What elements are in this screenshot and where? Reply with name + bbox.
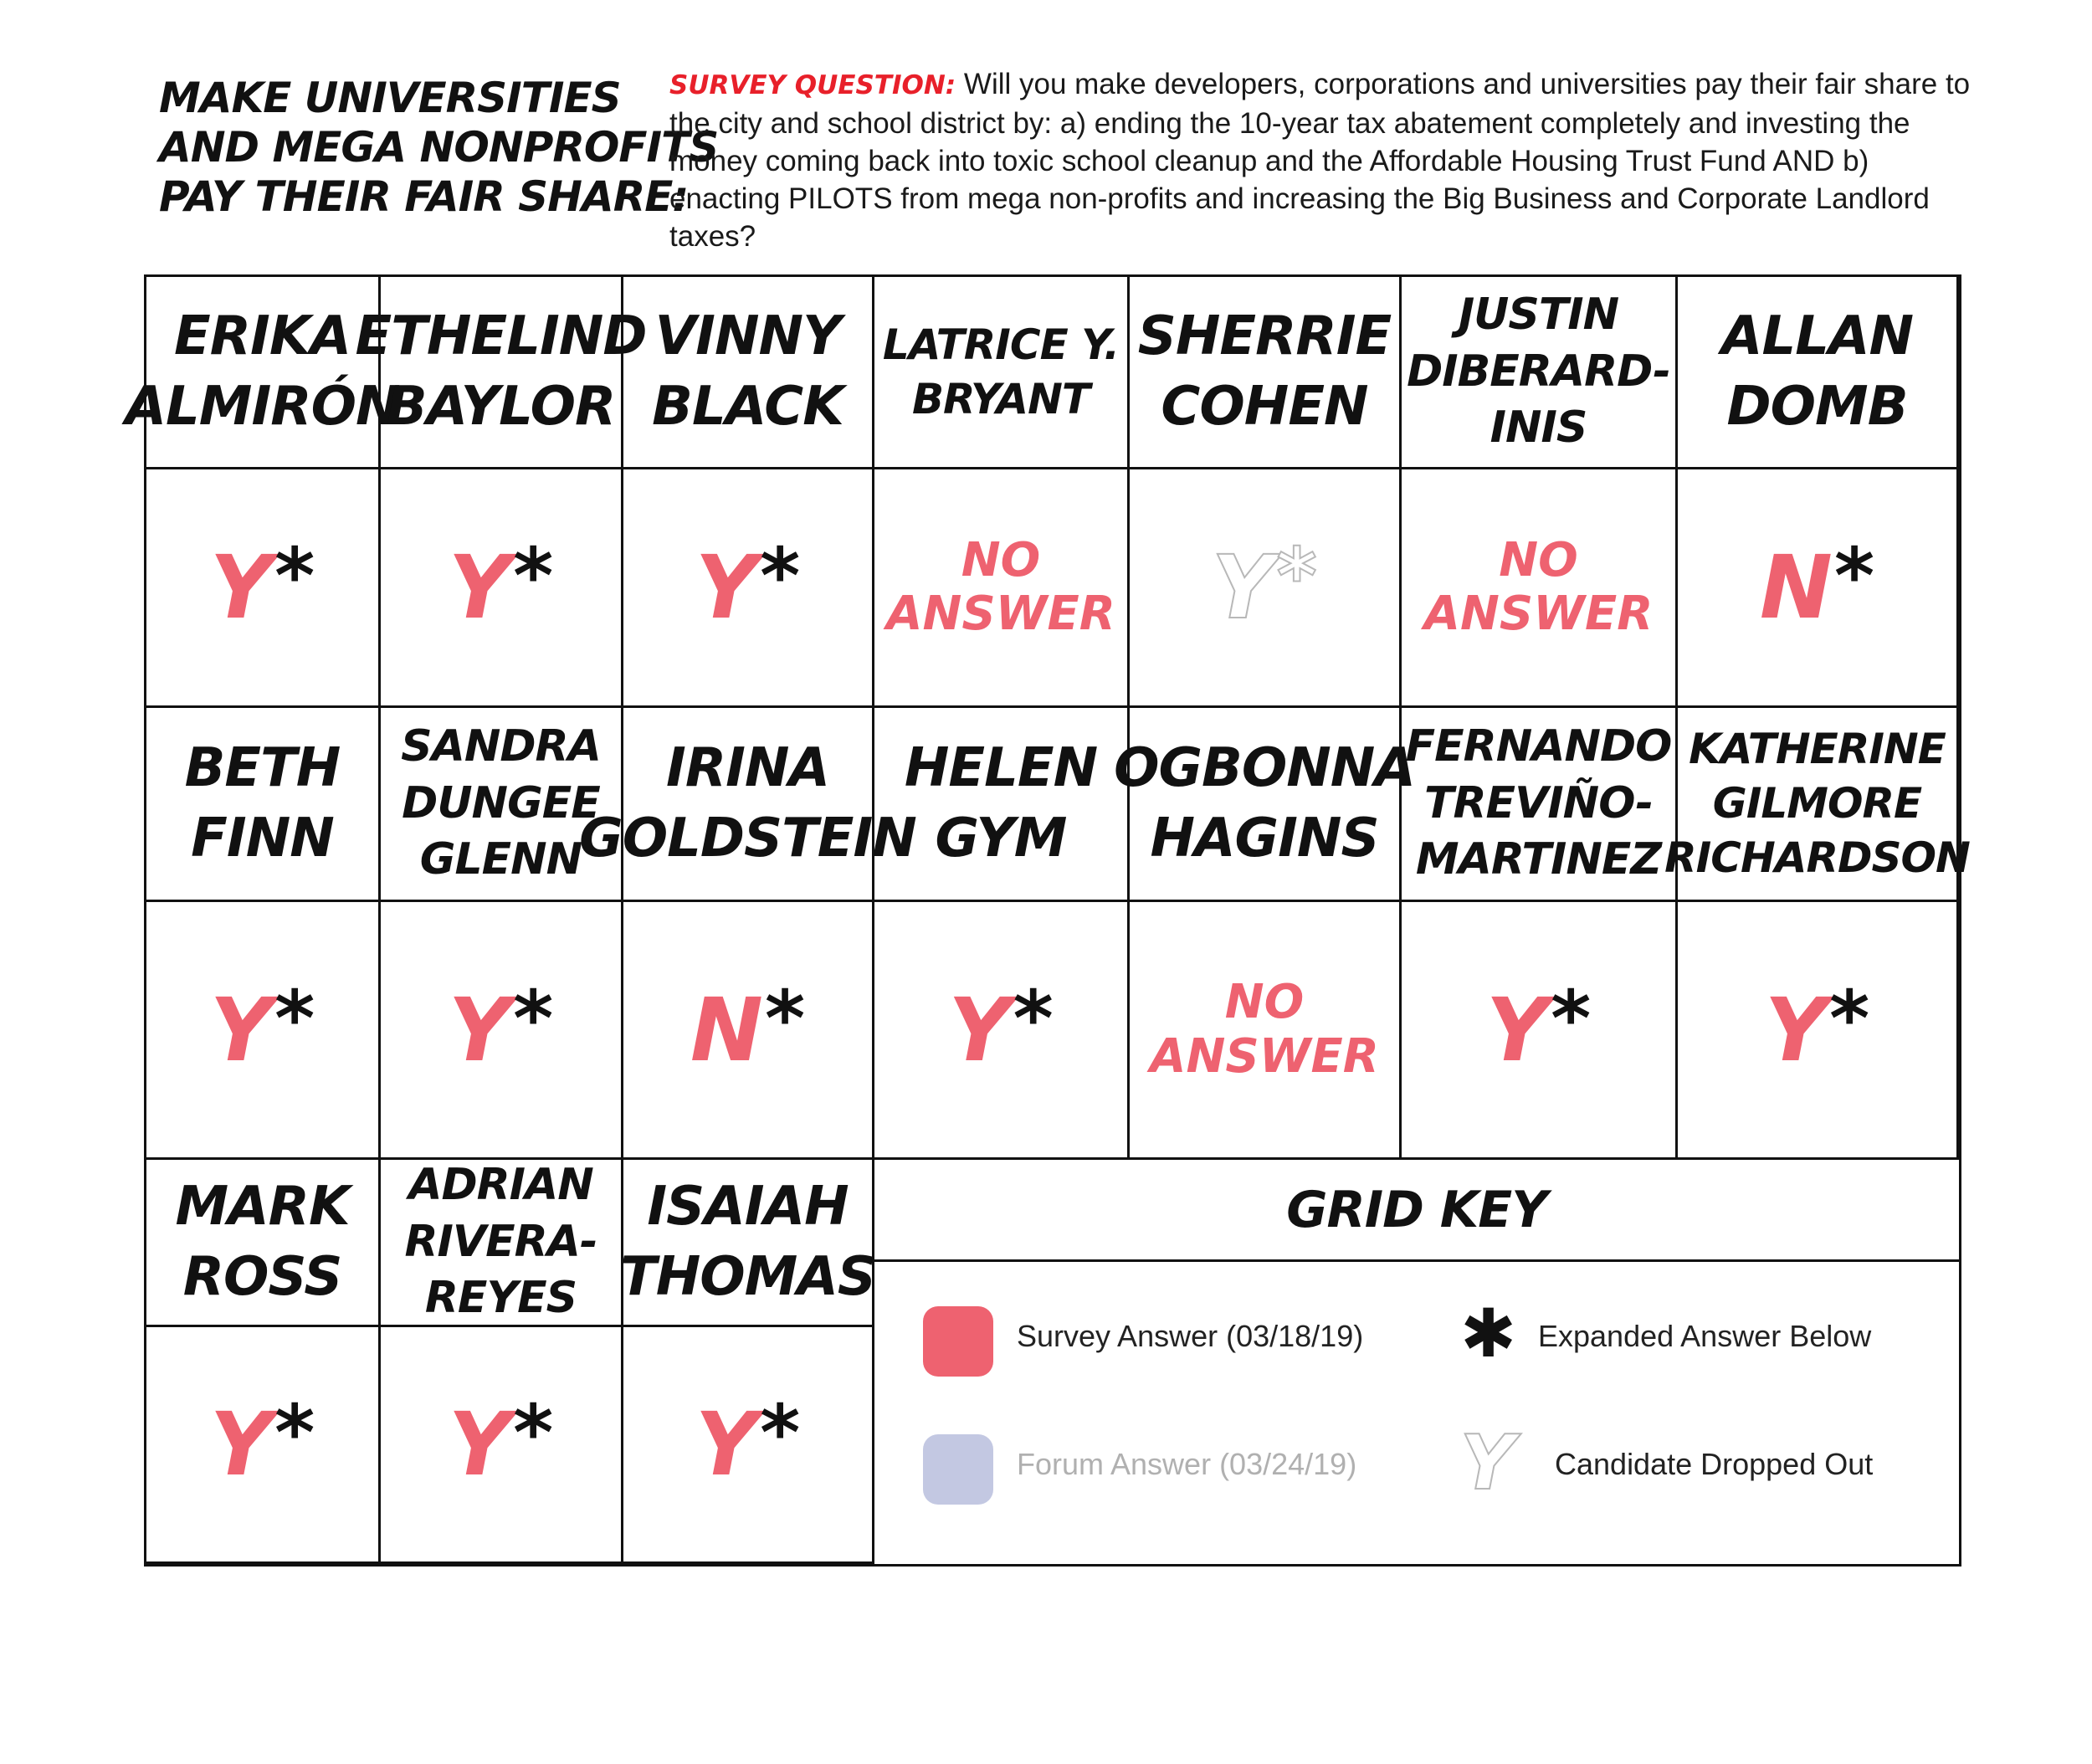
heading-line: MAKE UNIVERSITIES	[159, 74, 621, 122]
candidate-name	[356, 302, 647, 441]
candidate-answer-cell	[623, 469, 874, 708]
survey-answer	[209, 531, 315, 638]
candidate-name-cell	[874, 277, 1130, 469]
lavender-swatch	[923, 1434, 993, 1505]
candidate-name-cell	[874, 708, 1130, 902]
asterisk-icon: *	[513, 1388, 554, 1478]
candidate-grid	[125, 274, 1970, 1567]
candidate-name-line: DOMB	[1726, 375, 1908, 438]
survey-answer	[448, 973, 554, 1081]
page-heading	[159, 74, 719, 222]
no-answer-line: ANSWER	[886, 587, 1115, 641]
candidate-name	[1114, 734, 1415, 873]
asterisk-icon: *	[760, 531, 801, 621]
grid-key-label: Survey Answer (03/18/19)	[1017, 1319, 1364, 1353]
heading-line: AND MEGA NONPROFITS	[159, 123, 719, 172]
candidate-name-line: MARTINEZ	[1415, 834, 1662, 885]
candidate-name-line: GYM	[935, 807, 1067, 869]
candidate-name	[579, 734, 916, 873]
candidate-name-line: MARK	[175, 1176, 350, 1238]
candidate-name-line: BRYANT	[911, 374, 1090, 423]
heading-line: PAY THEIR FAIR SHARE:	[159, 172, 689, 221]
candidate-name-cell	[146, 1160, 381, 1327]
grid-key-label: Expanded Answer Below	[1538, 1319, 1872, 1353]
candidate-name	[1407, 287, 1670, 457]
outlined-y-icon: Y	[1460, 1419, 1515, 1507]
candidate-name-line: JUSTIN	[1458, 290, 1619, 341]
answer-letter: Y	[209, 536, 274, 638]
candidate-name-line: FINN	[191, 807, 334, 869]
candidate-name	[620, 1172, 875, 1311]
answer-letter: Y	[1764, 978, 1828, 1081]
candidate-answer-cell	[874, 469, 1130, 708]
candidate-name-line: RICHARDSON	[1664, 833, 1970, 882]
candidate-name-line: RIVERA-	[404, 1216, 597, 1267]
candidate-name-cell	[1402, 708, 1678, 902]
candidate-name-line: HELEN	[904, 737, 1098, 800]
grid-key	[874, 1160, 1959, 1564]
candidate-name	[652, 302, 843, 441]
candidate-name-line: SHERRIE	[1137, 305, 1392, 368]
red-swatch	[923, 1306, 993, 1377]
candidate-name	[1721, 302, 1913, 441]
candidate-name-line: FERNANDO	[1405, 721, 1672, 772]
survey-answer	[695, 1388, 801, 1495]
candidate-name-line: COHEN	[1161, 375, 1368, 438]
answer-letter: Y	[1212, 536, 1275, 638]
candidate-answer-cell	[623, 902, 874, 1160]
candidate-name-cell	[1114, 708, 1415, 902]
candidate-name	[1406, 719, 1672, 889]
dropped-answer	[1212, 531, 1317, 638]
survey-question-text: Will you make developers, corporations and universities pay their fair share to the city and school district by: a) ending the 10-year tax abatement completely and investing the money coming back into toxic school cleanup and the Affordable Housing Trust Fund AND b) enacting PILOTS from mega non-profits and increasing the Big Business and Corporate Landlord taxes?	[669, 68, 1971, 253]
candidate-name-cell	[125, 277, 400, 469]
answer-letter: Y	[209, 1393, 274, 1495]
candidate-name-line: REYES	[424, 1273, 577, 1324]
candidate-answer-cell	[146, 902, 381, 1160]
survey-answer	[448, 1388, 554, 1495]
candidate-name	[404, 1157, 597, 1327]
candidate-name-cell	[146, 708, 381, 902]
candidate-name	[883, 318, 1119, 427]
survey-question-label: SURVEY QUESTION:	[669, 70, 956, 100]
candidate-answer-cell	[1402, 902, 1678, 1160]
survey-answer	[1759, 531, 1875, 638]
asterisk-icon: *	[1829, 973, 1870, 1064]
survey-answer	[690, 973, 806, 1081]
no-answer-line: NO	[1499, 532, 1578, 587]
survey-answer	[1764, 973, 1870, 1081]
no-answer-label	[1424, 534, 1654, 642]
candidate-name-line: DUNGEE	[402, 777, 600, 828]
candidate-name-line: ADRIAN	[408, 1160, 593, 1211]
grid-key-label: Forum Answer (03/24/19)	[1017, 1447, 1357, 1481]
survey-answer	[948, 973, 1054, 1081]
candidate-name-line: GOLDSTEIN	[579, 807, 916, 869]
candidate-answer-cell	[874, 902, 1130, 1160]
answer-letter: Y	[695, 536, 759, 638]
candidate-name-line: ALMIRÓN	[125, 375, 400, 438]
candidate-name	[1664, 722, 1970, 885]
candidate-name-cell	[355, 277, 647, 469]
candidate-name-cell	[623, 277, 874, 469]
candidate-name-line: BAYLOR	[386, 375, 616, 438]
candidate-answer-cell	[146, 1327, 381, 1564]
answer-letter: N	[690, 978, 763, 1081]
candidate-name-cell	[1130, 277, 1402, 469]
candidate-name	[185, 734, 341, 873]
candidate-name-line: ROSS	[182, 1245, 342, 1308]
asterisk-icon: *	[1833, 531, 1875, 621]
no-answer-label	[1150, 976, 1379, 1084]
candidate-name	[1138, 302, 1391, 441]
candidate-answer-cell	[1678, 469, 1959, 708]
candidate-name-line: BLACK	[652, 375, 843, 438]
asterisk-icon: *	[760, 1388, 801, 1478]
candidate-name-line: THOMAS	[620, 1245, 875, 1308]
asterisk-icon: *	[513, 531, 554, 621]
candidate-name-line: OGBONNA	[1114, 737, 1415, 800]
answer-letter: Y	[695, 1393, 759, 1495]
candidate-name-line: ALLAN	[1720, 305, 1914, 368]
candidate-answer-cell	[1678, 902, 1959, 1160]
candidate-name-cell	[1402, 277, 1678, 469]
candidate-name-line: KATHERINE	[1689, 725, 1946, 773]
no-answer-line: ANSWER	[1423, 587, 1654, 641]
candidate-name-line: SANDRA	[401, 721, 601, 772]
candidate-name-line: GLENN	[419, 834, 582, 885]
candidate-name-cell	[381, 1160, 623, 1327]
candidate-name-line: HAGINS	[1150, 807, 1379, 869]
candidate-name-line: VINNY	[654, 305, 841, 368]
asterisk-icon: *	[274, 531, 315, 621]
no-answer-line: ANSWER	[1150, 1028, 1379, 1084]
candidate-answer-cell	[1402, 469, 1678, 708]
candidate-answer-cell	[1130, 469, 1402, 708]
asterisk-icon: *	[274, 1388, 315, 1478]
no-answer-line: NO	[1224, 975, 1305, 1030]
survey-answer	[448, 531, 554, 638]
candidate-answer-cell	[146, 469, 381, 708]
survey-question	[669, 65, 1975, 255]
candidate-name	[175, 1172, 349, 1311]
asterisk-icon: *	[513, 973, 554, 1064]
candidate-name-cell	[1678, 277, 1959, 469]
candidate-name-line: BETH	[184, 737, 341, 800]
survey-answer	[209, 1388, 315, 1495]
candidate-answer-cell	[623, 1327, 874, 1564]
candidate-name-line: ETHELIND	[355, 305, 647, 368]
answer-letter: Y	[448, 1393, 512, 1495]
survey-answer	[695, 531, 801, 638]
candidate-name-cell	[1664, 708, 1970, 902]
candidate-name-line: IRINA	[666, 737, 829, 800]
answer-letter: Y	[1485, 978, 1550, 1081]
asterisk-icon: *	[1276, 531, 1317, 621]
candidate-answer-cell	[381, 469, 623, 708]
answer-letter: Y	[448, 536, 512, 638]
asterisk-icon: *	[764, 973, 806, 1064]
answer-letter: N	[1759, 536, 1833, 638]
candidate-name-line: INIS	[1490, 403, 1587, 454]
asterisk-icon: ✱	[1460, 1295, 1517, 1372]
answer-letter: Y	[948, 978, 1012, 1081]
candidate-name-line: ISAIAH	[647, 1176, 849, 1238]
survey-answer	[209, 973, 315, 1081]
candidate-name-cell	[620, 1160, 875, 1327]
candidate-name-line: GILMORE	[1712, 779, 1922, 828]
survey-answer	[1485, 973, 1592, 1081]
asterisk-icon: *	[1013, 973, 1054, 1064]
answer-letter: Y	[448, 978, 512, 1081]
candidate-name-line: LATRICE Y.	[882, 320, 1120, 369]
candidate-name	[905, 734, 1097, 873]
candidate-answer-cell	[381, 1327, 623, 1564]
no-answer-line: NO	[961, 532, 1041, 587]
grid-key-title: GRID KEY	[874, 1160, 1959, 1262]
candidate-name-line: DIBERARD-	[1407, 346, 1670, 397]
answer-letter: Y	[209, 978, 274, 1081]
candidate-name-cell	[579, 708, 916, 902]
asterisk-icon: *	[1551, 973, 1592, 1064]
grid-key-label: Candidate Dropped Out	[1555, 1447, 1874, 1481]
candidate-answer-cell	[1130, 902, 1402, 1160]
asterisk-icon: *	[274, 973, 315, 1064]
candidate-name-line: TREVIÑO-	[1424, 777, 1653, 828]
candidate-answer-cell	[381, 902, 623, 1160]
candidate-name-line: ERIKA	[174, 305, 351, 368]
candidate-name	[401, 719, 601, 889]
no-answer-label	[886, 534, 1115, 642]
